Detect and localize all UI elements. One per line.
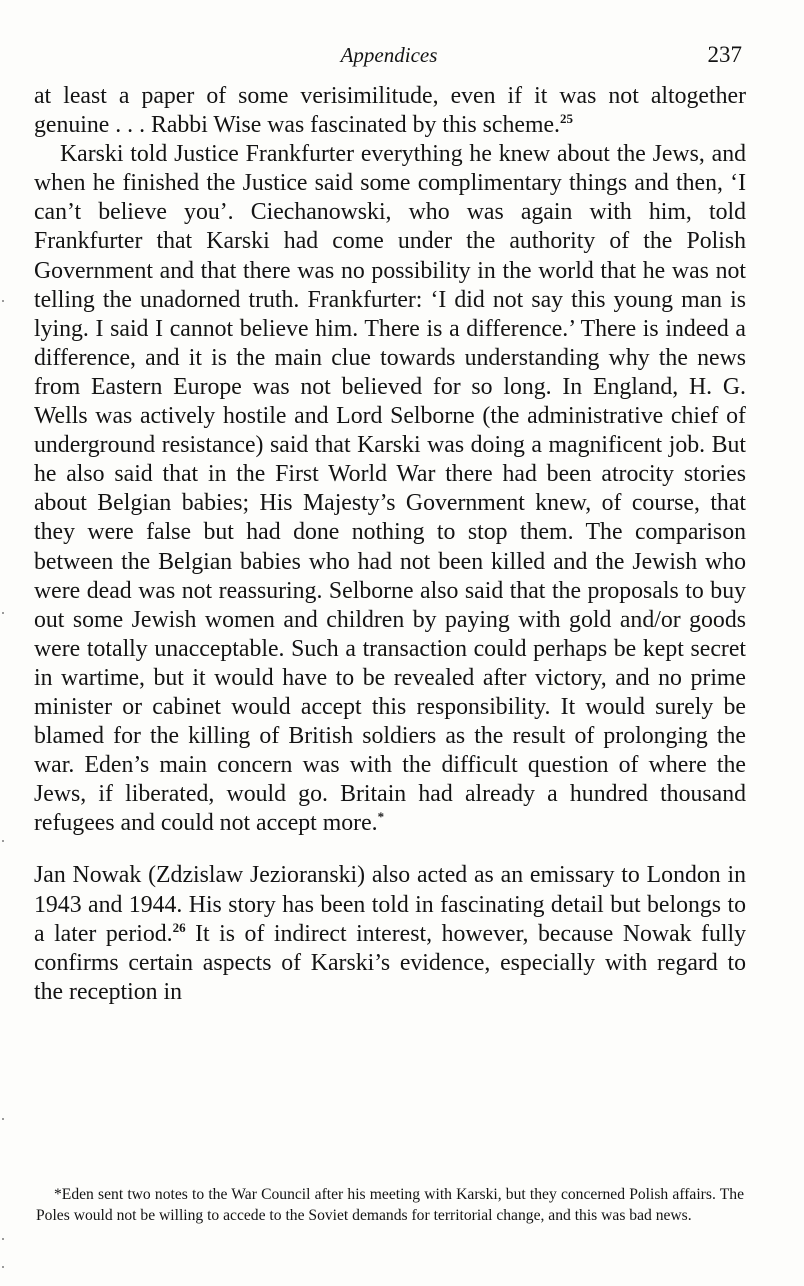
scan-speck — [2, 300, 4, 302]
scan-speck — [2, 612, 4, 614]
body-text — [34, 82, 746, 1007]
paragraph-jan-nowak — [34, 861, 746, 1006]
footnote-text: Eden sent two notes to the War Council after his meeting with Karski, but they concerned Polish affairs. The Poles would not be willing to accede to the Soviet demands for territorial change, and this was bad news. — [36, 1186, 744, 1224]
scan-speck — [2, 1266, 4, 1268]
paragraph-continuation — [34, 82, 746, 140]
running-title: Appendices — [340, 43, 438, 67]
footnote-reference: 25 — [559, 111, 573, 127]
scan-margin-specks — [0, 0, 10, 1286]
paragraph-text: at least a paper of some verisimilitude, even if it was not altogether genuine . . . Rabbi Wise was fascinated by this scheme. — [34, 83, 746, 139]
footnote-mark: * — [54, 1186, 62, 1203]
scan-speck — [2, 1238, 4, 1240]
paragraph-text: It is of indirect interest, however, because Nowak fully confirms certain aspects of Karski’s evidence, especially with regard to the reception in — [34, 920, 746, 1005]
paragraph-text: Karski told Justice Frankfurter everything he knew about the Jews, and when he finished the Justice said some complimentary things and then, ‘I can’t believe you’. Ciechanowski, who was again with him, told Frankfurter that Karski had come under the authority of the Polish Government and that there was no possibility in the world that he was not telling the unadorned truth. Frankfurter: ‘I did not say this young man is lying. I said I cannot believe him. There is a difference.’ There is indeed a difference, and it is the main clue towards understanding why the news from Eastern Europe was not believed for so long. In England, H. G. Wells was actively hostile and Lord Selborne (the administrative chief of underground resistance) said that Karski was doing a magnificent job. But he also said that in the First World War there had been atrocity stories about Belgian babies; His Majesty’s Government knew, of course, that they were false but had done nothing to stop them. The comparison between the Belgian babies who had not been killed and the Jewish who were dead was not reassuring. Selborne also said that the proposals to buy out some Jewish women and children by paying with gold and/or goods were totally unacceptable. Such a transaction could perhaps be kept secret in wartime, but it would have to be revealed after victory, and no prime minister or cabinet would accept this responsibility. It would surely be blamed for the killing of British soldiers as the result of prolonging the war. Eden’s main concern was with the difficult question of where the Jews, if liberated, would go. Britain had already a hundred thousand refugees and could not accept more. — [34, 141, 746, 837]
running-head — [36, 40, 742, 70]
footnote-reference: 26 — [172, 919, 186, 935]
footnote-marker: * — [377, 809, 385, 825]
footnote — [36, 1184, 744, 1226]
scan-speck — [2, 1118, 4, 1120]
page-number: 237 — [707, 42, 742, 67]
scan-speck — [2, 840, 4, 842]
paragraph-text: Jan Nowak (Zdzislaw Jezioranski) also acted as an emissary to London in 1943 and 1944. His story has been told in fascinating detail but belongs to a later period. — [34, 862, 746, 947]
paragraph-karski-frankfurter — [34, 140, 746, 838]
